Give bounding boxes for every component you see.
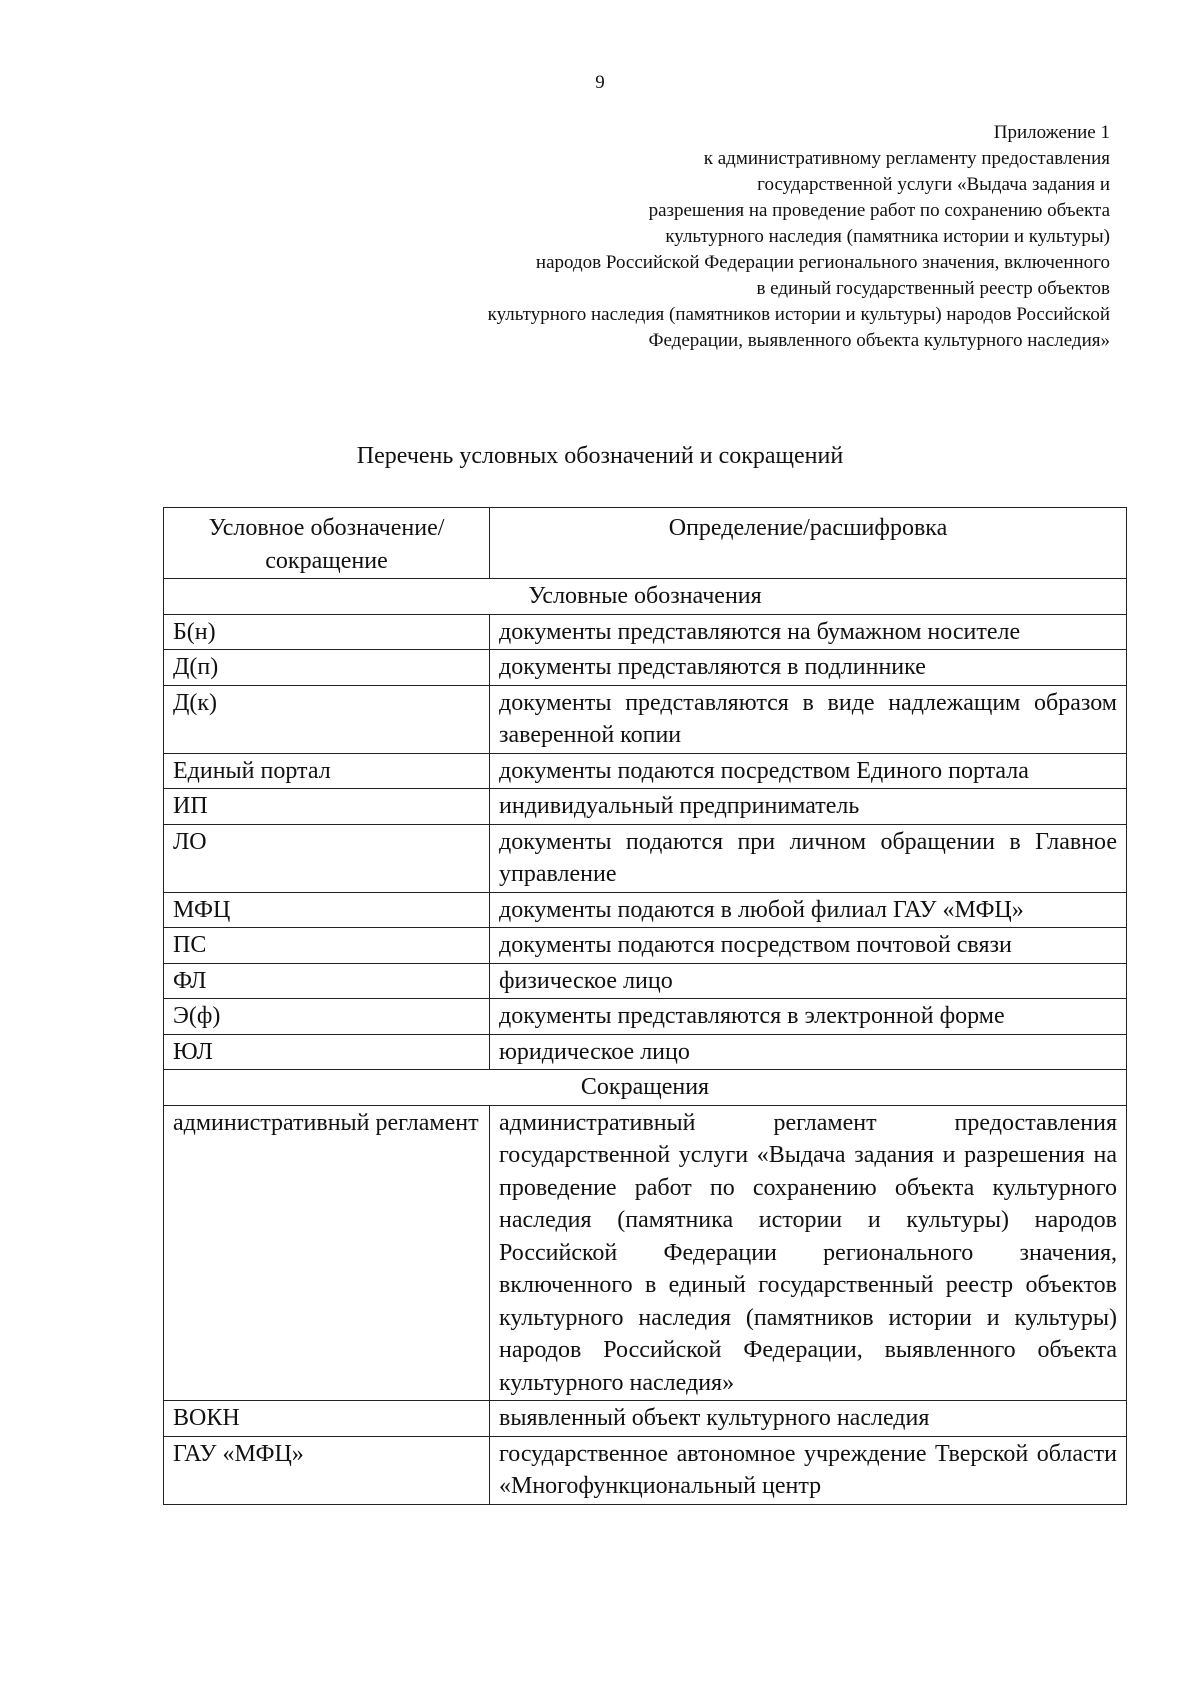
- appendix-line: Приложение 1: [993, 122, 1110, 143]
- appendix-line: разрешения на проведение работ по сохранению объекта: [648, 200, 1110, 221]
- section-row: [164, 579, 1127, 615]
- term-cell: Д(п): [164, 650, 490, 686]
- table-row: [164, 928, 1127, 964]
- definition-cell: документы подаются при личном обращении в Главное управление: [490, 824, 1127, 892]
- term-cell: ФЛ: [164, 963, 490, 999]
- section-row: [164, 1070, 1127, 1106]
- term-cell: Д(к): [164, 685, 490, 753]
- appendix-line: народов Российской Федерации регионального значения, включенного: [535, 252, 1110, 273]
- section-symbols-title: Условные обозначения: [164, 579, 1127, 615]
- table-row: [164, 685, 1127, 753]
- definition-cell: документы представляются в виде надлежащим образом заверенной копии: [490, 685, 1127, 753]
- appendix-line: культурного наследия (памятников истории и культуры) народов Российской: [487, 304, 1110, 325]
- definition-cell: документы подаются посредством почтовой связи: [490, 928, 1127, 964]
- table-row: [164, 1401, 1127, 1437]
- definition-cell: документы представляются в подлиннике: [490, 650, 1127, 686]
- section-abbreviations-title: Сокращения: [164, 1070, 1127, 1106]
- table-row: [164, 789, 1127, 825]
- term-cell: ЛО: [164, 824, 490, 892]
- page-number: 9: [595, 72, 605, 93]
- table-row: [164, 1436, 1127, 1504]
- table-row: [164, 963, 1127, 999]
- table-header-row: [164, 508, 1127, 579]
- term-cell: Э(ф): [164, 999, 490, 1035]
- appendix-line: культурного наследия (памятника истории и культуры): [665, 226, 1110, 247]
- definition-cell: административный регламент предоставления государственной услуги «Выдача задания и разрешения на проведение работ по сохранению объекта культурного наследия (памятника истории и культуры) народов Российской Федерации регионального значения, включенного в единый государственный реестр объектов культурного наследия (памятников истории и культуры) народов Российской Федерации, выявленного объекта культурного наследия»: [490, 1105, 1127, 1401]
- term-cell: МФЦ: [164, 892, 490, 928]
- table-row: [164, 753, 1127, 789]
- definition-cell: документы представляются на бумажном носителе: [490, 614, 1127, 650]
- definition-cell: государственное автономное учреждение Тверской области «Многофункциональный центр: [490, 1436, 1127, 1504]
- term-cell: ВОКН: [164, 1401, 490, 1437]
- header-term: Условное обозначение/сокращение: [164, 508, 490, 579]
- definition-cell: документы подаются посредством Единого портала: [490, 753, 1127, 789]
- term-cell: ГАУ «МФЦ»: [164, 1436, 490, 1504]
- term-cell: ЮЛ: [164, 1034, 490, 1070]
- definition-cell: документы представляются в электронной форме: [490, 999, 1127, 1035]
- appendix-line: к административному регламенту предоставления: [703, 148, 1110, 169]
- definition-cell: документы подаются в любой филиал ГАУ «МФЦ»: [490, 892, 1127, 928]
- appendix-line: Федерации, выявленного объекта культурного наследия»: [648, 330, 1110, 351]
- appendix-line: в единый государственный реестр объектов: [756, 278, 1110, 299]
- header-definition: Определение/расшифровка: [490, 508, 1127, 579]
- definition-cell: юридическое лицо: [490, 1034, 1127, 1070]
- table-row: [164, 1105, 1127, 1401]
- term-cell: административный регламент: [164, 1105, 490, 1401]
- table-row: [164, 824, 1127, 892]
- table-row: [164, 614, 1127, 650]
- definition-cell: индивидуальный предприниматель: [490, 789, 1127, 825]
- appendix-line: государственной услуги «Выдача задания и: [757, 174, 1110, 195]
- document-title: Перечень условных обозначений и сокращений: [356, 443, 844, 469]
- table-row: [164, 1034, 1127, 1070]
- table-row: [164, 650, 1127, 686]
- term-cell: ПС: [164, 928, 490, 964]
- abbreviations-table: [163, 507, 1127, 1505]
- term-cell: Единый портал: [164, 753, 490, 789]
- appendix-header: [488, 120, 1110, 354]
- table-row: [164, 999, 1127, 1035]
- term-cell: Б(н): [164, 614, 490, 650]
- table-row: [164, 892, 1127, 928]
- term-cell: ИП: [164, 789, 490, 825]
- definition-cell: выявленный объект культурного наследия: [490, 1401, 1127, 1437]
- definition-cell: физическое лицо: [490, 963, 1127, 999]
